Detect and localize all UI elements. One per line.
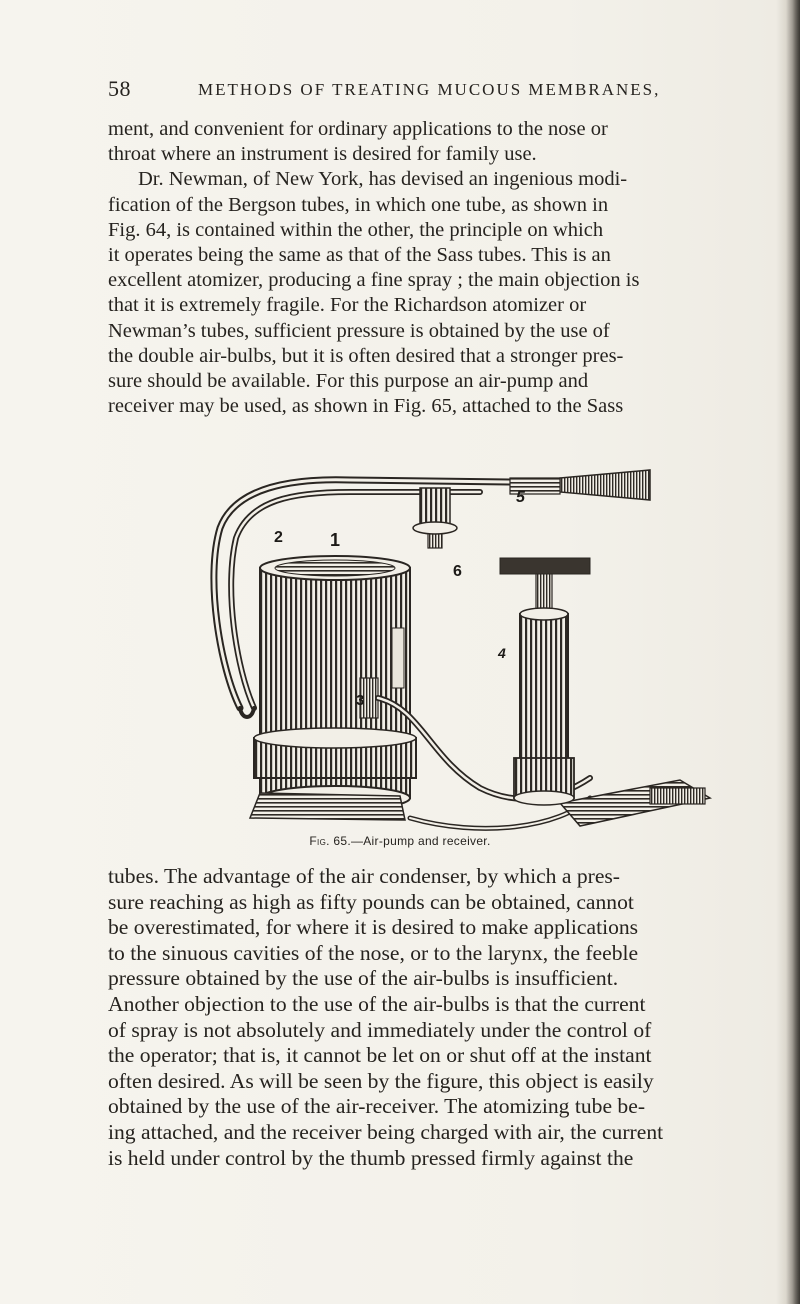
text-line: of spray is not absolutely and immediately under the control of [108, 1017, 652, 1042]
text-line: the double air-bulbs, but it is often desired that a stronger pres- [108, 344, 624, 367]
label-2: 2 [274, 529, 283, 546]
text-line: Another objection to the use of the air-bulbs is that the current [108, 991, 646, 1016]
text-line: often desired. As will be seen by the figure, this object is easily [108, 1068, 654, 1093]
running-head [108, 76, 758, 106]
upper-text-block [108, 117, 784, 419]
text-line: throat where an instrument is desired for family use. [108, 143, 537, 166]
text-line: receiver may be used, as shown in Fig. 65, attached to the Sass [108, 395, 624, 418]
text-line: Newman’s tubes, sufficient pressure is obtained by the use of [108, 319, 610, 342]
text-line: the operator; that is, it cannot be let on or shut off at the instant [108, 1043, 652, 1068]
air-pump [500, 558, 590, 805]
lower-text-block [108, 864, 784, 1171]
text-line: fication of the Bergson tubes, in which one tube, as shown in [108, 193, 609, 216]
atomizer-nozzle [510, 470, 650, 500]
label-3: 3 [356, 692, 365, 709]
receiver-cylinder [254, 556, 416, 810]
air-pump-illustration [180, 378, 720, 848]
figure-air-pump-receiver [180, 378, 720, 848]
text-line: ment, and convenient for ordinary applications to the nose or [108, 118, 608, 140]
text-line: Fig. 64, is contained within the other, the principle on which [108, 218, 604, 241]
text-line: Dr. Newman, of New York, has devised an ingenious modi- [138, 168, 628, 191]
text-line: is held under control by the thumb pressed firmly against the [108, 1145, 634, 1170]
figure-caption-text: —Air-pump and receiver. [350, 834, 491, 848]
text-line: obtained by the use of the air-receiver. The atomizing tube be- [108, 1094, 646, 1119]
text-line: that it is extremely fragile. For the Richardson atomizer or [108, 294, 587, 317]
text-line: tubes. The advantage of the air condenser, by which a pres- [108, 864, 620, 888]
label-4: 4 [498, 645, 506, 661]
running-title: METHODS OF TREATING MUCOUS MEMBRANES, [198, 80, 661, 99]
text-line: sure reaching as high as fifty pounds can be obtained, cannot [108, 889, 634, 914]
text-line: to the sinuous cavities of the nose, or to the larynx, the feeble [108, 940, 639, 965]
text-line: sure should be available. For this purpose an air-pump and [108, 370, 589, 393]
page-number: 58 [108, 76, 131, 101]
figure-caption [0, 834, 800, 848]
text-line: pressure obtained by the use of the air-bulbs is insufficient. [108, 966, 619, 991]
text-line: excellent atomizer, producing a fine spray ; the main objection is [108, 269, 640, 292]
page-edge-shadow [786, 0, 800, 1304]
label-1: 1 [330, 530, 341, 550]
label-5: 5 [516, 489, 525, 506]
figure-number: Fig. 65. [309, 834, 351, 848]
label-6: 6 [453, 563, 462, 580]
text-line: ing attached, and the receiver being charged with air, the current [108, 1119, 664, 1144]
text-line: it operates being the same as that of the Sass tubes. This is an [108, 244, 611, 267]
text-line: be overestimated, for where it is desired to make applications [108, 915, 639, 940]
stop-cock [413, 488, 457, 548]
